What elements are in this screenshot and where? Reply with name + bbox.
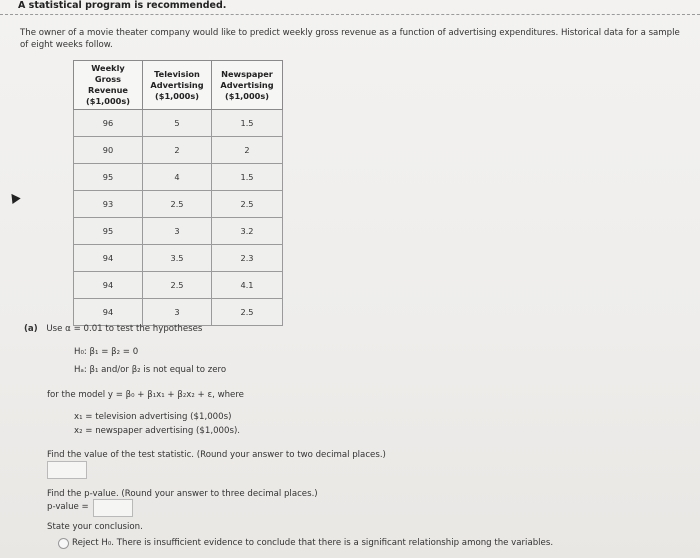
cell-revenue: 94 — [74, 299, 143, 326]
null-hypothesis: H₀: β₁ = β₂ = 0 — [74, 347, 139, 357]
page-title: A statistical program is recommended. — [18, 0, 227, 11]
part-a-question — [24, 324, 202, 334]
table-row — [74, 218, 283, 245]
test-statistic-prompt: Find the value of the test statistic. (Round your answer to two decimal places.) — [47, 450, 386, 460]
model-statement: for the model y = β₀ + β₁x₁ + β₂x₂ + ε, where — [47, 390, 244, 400]
conclusion-option-radio[interactable] — [58, 538, 69, 549]
table-row — [74, 137, 283, 164]
cell-revenue: 90 — [74, 137, 143, 164]
problem-intro: The owner of a movie theater company would like to predict weekly gross revenue as a function of advertising expenditures. Historical data for a sample of eight weeks follow. — [20, 28, 680, 50]
conclusion-option-label[interactable]: Reject H₀. There is insufficient evidence to conclude that there is a significant relationship among the variables. — [72, 538, 554, 548]
cell-revenue: 96 — [74, 110, 143, 137]
conclusion-prompt: State your conclusion. — [47, 522, 143, 532]
cell-revenue: 94 — [74, 272, 143, 299]
cell-tv: 2.5 — [143, 191, 212, 218]
cell-tv: 2.5 — [143, 272, 212, 299]
x2-definition: x₂ = newspaper advertising ($1,000s). — [74, 426, 241, 436]
alternative-hypothesis: Hₐ: β₁ and/or β₂ is not equal to zero — [74, 365, 227, 375]
table-row — [74, 110, 283, 137]
cell-revenue: 94 — [74, 245, 143, 272]
cell-newspaper: 3.2 — [212, 218, 283, 245]
cell-tv: 5 — [143, 110, 212, 137]
x1-definition: x₁ = television advertising ($1,000s) — [74, 412, 232, 422]
part-a-label: (a) — [24, 324, 38, 334]
cell-revenue: 95 — [74, 164, 143, 191]
table-row — [74, 191, 283, 218]
cell-newspaper: 1.5 — [212, 110, 283, 137]
cell-newspaper: 1.5 — [212, 164, 283, 191]
table-row — [74, 164, 283, 191]
table-row — [74, 245, 283, 272]
pvalue-prompt: Find the p-value. (Round your answer to three decimal places.) — [47, 489, 318, 499]
test-statistic-input[interactable] — [47, 461, 87, 479]
cell-tv: 3 — [143, 218, 212, 245]
cell-tv: 3 — [143, 299, 212, 326]
table-row — [74, 299, 283, 326]
header-newspaper-advertising: Newspaper Advertising ($1,000s) — [212, 61, 283, 110]
table-header-row — [74, 61, 283, 110]
cell-newspaper: 4.1 — [212, 272, 283, 299]
mouse-cursor-icon — [7, 191, 20, 204]
cell-newspaper: 2.5 — [212, 299, 283, 326]
cell-newspaper: 2 — [212, 137, 283, 164]
cell-revenue: 93 — [74, 191, 143, 218]
cell-revenue: 95 — [74, 218, 143, 245]
header-weekly-gross-revenue: Weekly Gross Revenue ($1,000s) — [74, 61, 143, 110]
part-a-prompt: Use α = 0.01 to test the hypotheses — [46, 324, 203, 334]
pvalue-input[interactable] — [93, 499, 133, 517]
pvalue-label: p-value = — [47, 502, 89, 512]
cell-tv: 4 — [143, 164, 212, 191]
header-bar — [0, 0, 700, 15]
header-television-advertising: Television Advertising ($1,000s) — [143, 61, 212, 110]
cell-newspaper: 2.3 — [212, 245, 283, 272]
cell-newspaper: 2.5 — [212, 191, 283, 218]
cell-tv: 2 — [143, 137, 212, 164]
table-row — [74, 272, 283, 299]
data-table — [73, 60, 283, 326]
cell-tv: 3.5 — [143, 245, 212, 272]
